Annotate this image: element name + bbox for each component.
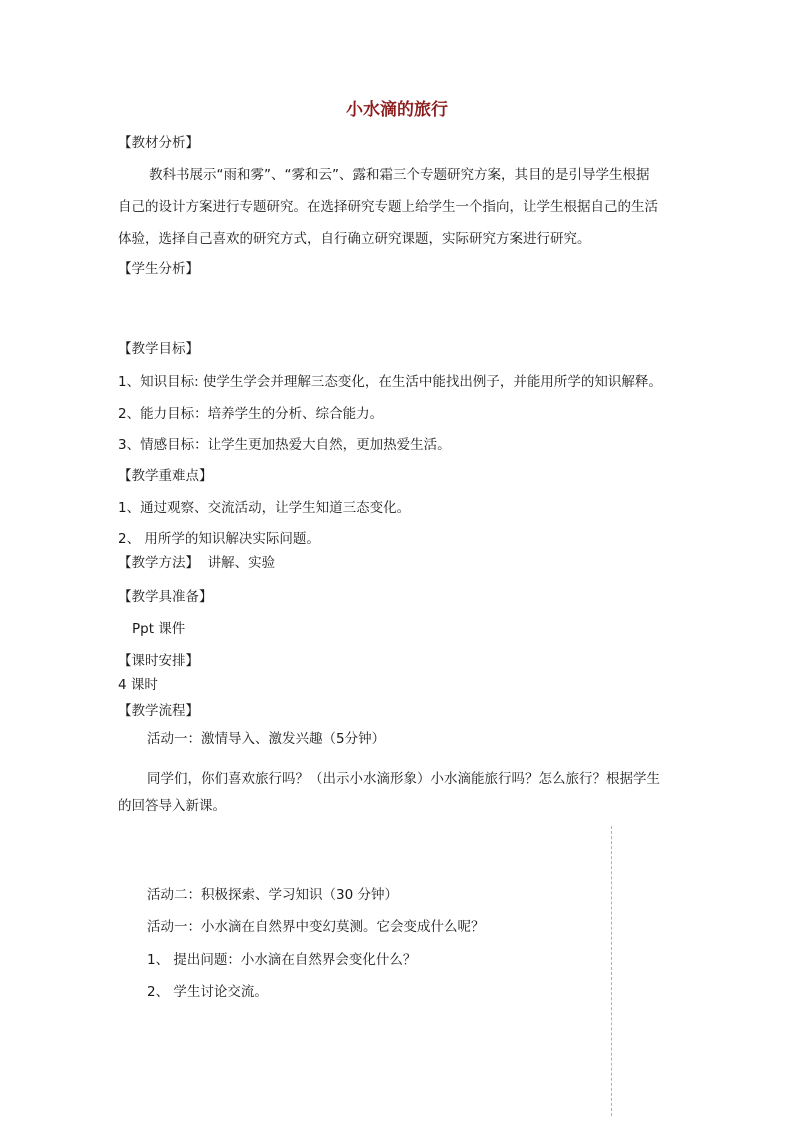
activity2-step-1: 1、 提出问题：小水滴在自然界会变化什么？ xyxy=(147,952,417,968)
schedule-heading: 【课时安排】 xyxy=(118,653,199,669)
key-heading: 【教学重难点】 xyxy=(118,468,213,484)
goal-2: 2、能力目标：培养学生的分析、综合能力。 xyxy=(118,406,384,422)
activity2-title: 活动二：积极探索、学习知识（30 分钟） xyxy=(147,887,398,903)
activity1-line-1: 同学们，你们喜欢旅行吗？（出示小水滴形象）小水滴能旅行吗？怎么旅行？根据学生 xyxy=(147,771,660,787)
key-point-1: 1、通过观察、交流活动，让学生知道三态变化。 xyxy=(118,500,411,516)
flow-heading: 【教学流程】 xyxy=(118,703,199,719)
activity1-line-2: 的回答导入新课。 xyxy=(118,798,226,814)
margin-dashed-line xyxy=(611,826,612,1116)
material-line-3: 体验，选择自己喜欢的研究方式，自行确立研究课题，实际研究方案进行研究。 xyxy=(118,231,591,247)
activity2-step-2: 2、 学生讨论交流。 xyxy=(147,984,268,1000)
goal-3: 3、情感目标：让学生更加热爱大自然，更加热爱生活。 xyxy=(118,437,451,453)
schedule-value: 4 课时 xyxy=(118,677,158,693)
goals-heading: 【教学目标】 xyxy=(118,341,199,357)
activity2-sub: 活动一：小水滴在自然界中变幻莫测。它会变成什么呢？ xyxy=(147,919,485,935)
key-point-2: 2、 用所学的知识解决实际问题。 xyxy=(118,531,320,547)
material-line-1: 教科书展示“雨和雾”、“雾和云”、露和霜三个专题研究方案，其目的是引导学生根据 xyxy=(149,167,650,183)
student-heading: 【学生分析】 xyxy=(118,261,199,277)
goal-1: 1、知识目标: 使学生学会并理解三态变化，在生活中能找出例子，并能用所学的知识解释。 xyxy=(118,374,662,390)
tools-value: Ppt 课件 xyxy=(132,621,186,637)
material-line-2: 自己的设计方案进行专题研究。在选择研究专题上给学生一个指向，让学生根据自己的生活 xyxy=(118,199,658,215)
material-heading: 【教材分析】 xyxy=(118,135,199,151)
method-line: 【教学方法】 讲解、实验 xyxy=(118,555,276,571)
document-title: 小水滴的旅行 xyxy=(346,100,448,120)
activity1-title: 活动一：激情导入、激发兴趣（5分钟） xyxy=(147,731,386,747)
tools-heading: 【教学具准备】 xyxy=(118,589,213,605)
